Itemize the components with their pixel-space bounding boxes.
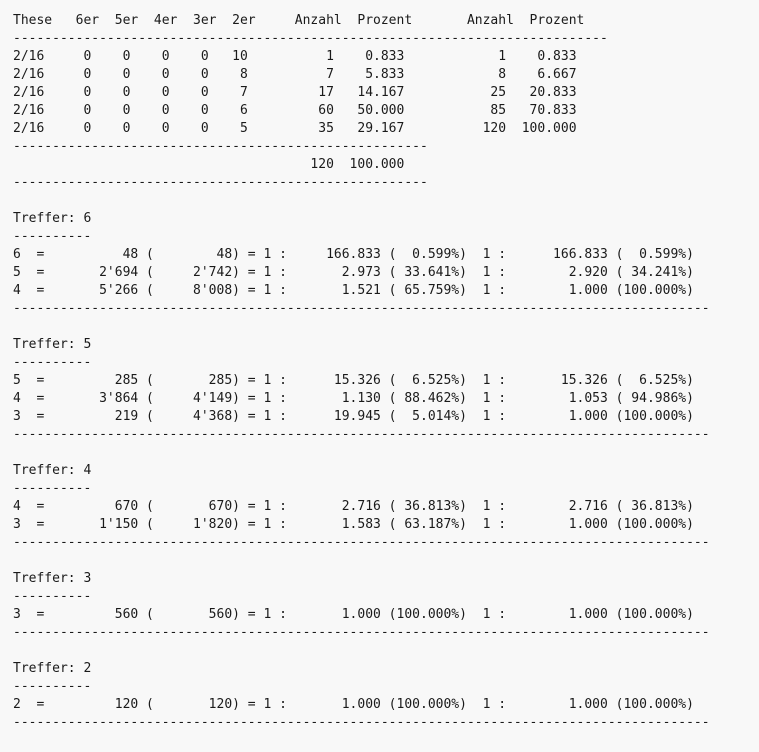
console-line: ---------- (13, 355, 92, 370)
console-line: 2/16 0 0 0 0 7 17 14.167 25 20.833 (13, 85, 577, 100)
console-line: Treffer: 2 (13, 661, 92, 676)
console-line: ---------- (13, 481, 92, 496)
console-line: 2/16 0 0 0 0 8 7 5.833 8 6.667 (13, 67, 577, 82)
console-line: Treffer: 3 (13, 571, 92, 586)
console-line: ----------------------------------------------------------------------------------------- (13, 427, 710, 442)
console-line: 5 = 2'694 ( 2'742) = 1 : 2.973 ( 33.641%) 1 : 2.920 ( 34.241%) (13, 265, 694, 280)
console-output (13, 12, 710, 732)
console-line: 4 = 3'864 ( 4'149) = 1 : 1.130 ( 88.462%) 1 : 1.053 ( 94.986%) (13, 391, 694, 406)
console-line: ---------- (13, 679, 92, 694)
console-line: Treffer: 5 (13, 337, 92, 352)
console-line (13, 444, 710, 462)
console-line: ----------------------------------------------------------------------------------------- (13, 625, 710, 640)
console-line: 5 = 285 ( 285) = 1 : 15.326 ( 6.525%) 1 : 15.326 ( 6.525%) (13, 373, 694, 388)
console-line (13, 192, 710, 210)
console-line: 6 = 48 ( 48) = 1 : 166.833 ( 0.599%) 1 : 166.833 ( 0.599%) (13, 247, 694, 262)
console-line: 4 = 670 ( 670) = 1 : 2.716 ( 36.813%) 1 : 2.716 ( 36.813%) (13, 499, 694, 514)
console-line: 3 = 219 ( 4'368) = 1 : 19.945 ( 5.014%) 1 : 1.000 (100.000%) (13, 409, 694, 424)
console-line (13, 318, 710, 336)
console-line: 2 = 120 ( 120) = 1 : 1.000 (100.000%) 1 : 1.000 (100.000%) (13, 697, 694, 712)
console-line: 120 100.000 (13, 157, 405, 172)
console-line: Treffer: 6 (13, 211, 92, 226)
console-line: ----------------------------------------------------------------------------------------- (13, 715, 710, 730)
console-line (13, 552, 710, 570)
console-line: 3 = 560 ( 560) = 1 : 1.000 (100.000%) 1 : 1.000 (100.000%) (13, 607, 694, 622)
console-line: ----------------------------------------------------- (13, 175, 428, 190)
console-line: ----------------------------------------------------------------------------------------- (13, 301, 710, 316)
console-line: 2/16 0 0 0 0 6 60 50.000 85 70.833 (13, 103, 577, 118)
console-line (13, 642, 710, 660)
console-line: ---------------------------------------------------------------------------- (13, 31, 608, 46)
console-line: ---------- (13, 229, 92, 244)
console-line: ---------- (13, 589, 92, 604)
console-line: ----------------------------------------------------------------------------------------- (13, 535, 710, 550)
console-line: 2/16 0 0 0 0 10 1 0.833 1 0.833 (13, 49, 577, 64)
console-line: These 6er 5er 4er 3er 2er Anzahl Prozent Anzahl Prozent (13, 13, 585, 28)
console-line: 2/16 0 0 0 0 5 35 29.167 120 100.000 (13, 121, 577, 136)
console-line: Treffer: 4 (13, 463, 92, 478)
console-line: 4 = 5'266 ( 8'008) = 1 : 1.521 ( 65.759%) 1 : 1.000 (100.000%) (13, 283, 694, 298)
console-line: ----------------------------------------------------- (13, 139, 428, 154)
console-line: 3 = 1'150 ( 1'820) = 1 : 1.583 ( 63.187%) 1 : 1.000 (100.000%) (13, 517, 694, 532)
